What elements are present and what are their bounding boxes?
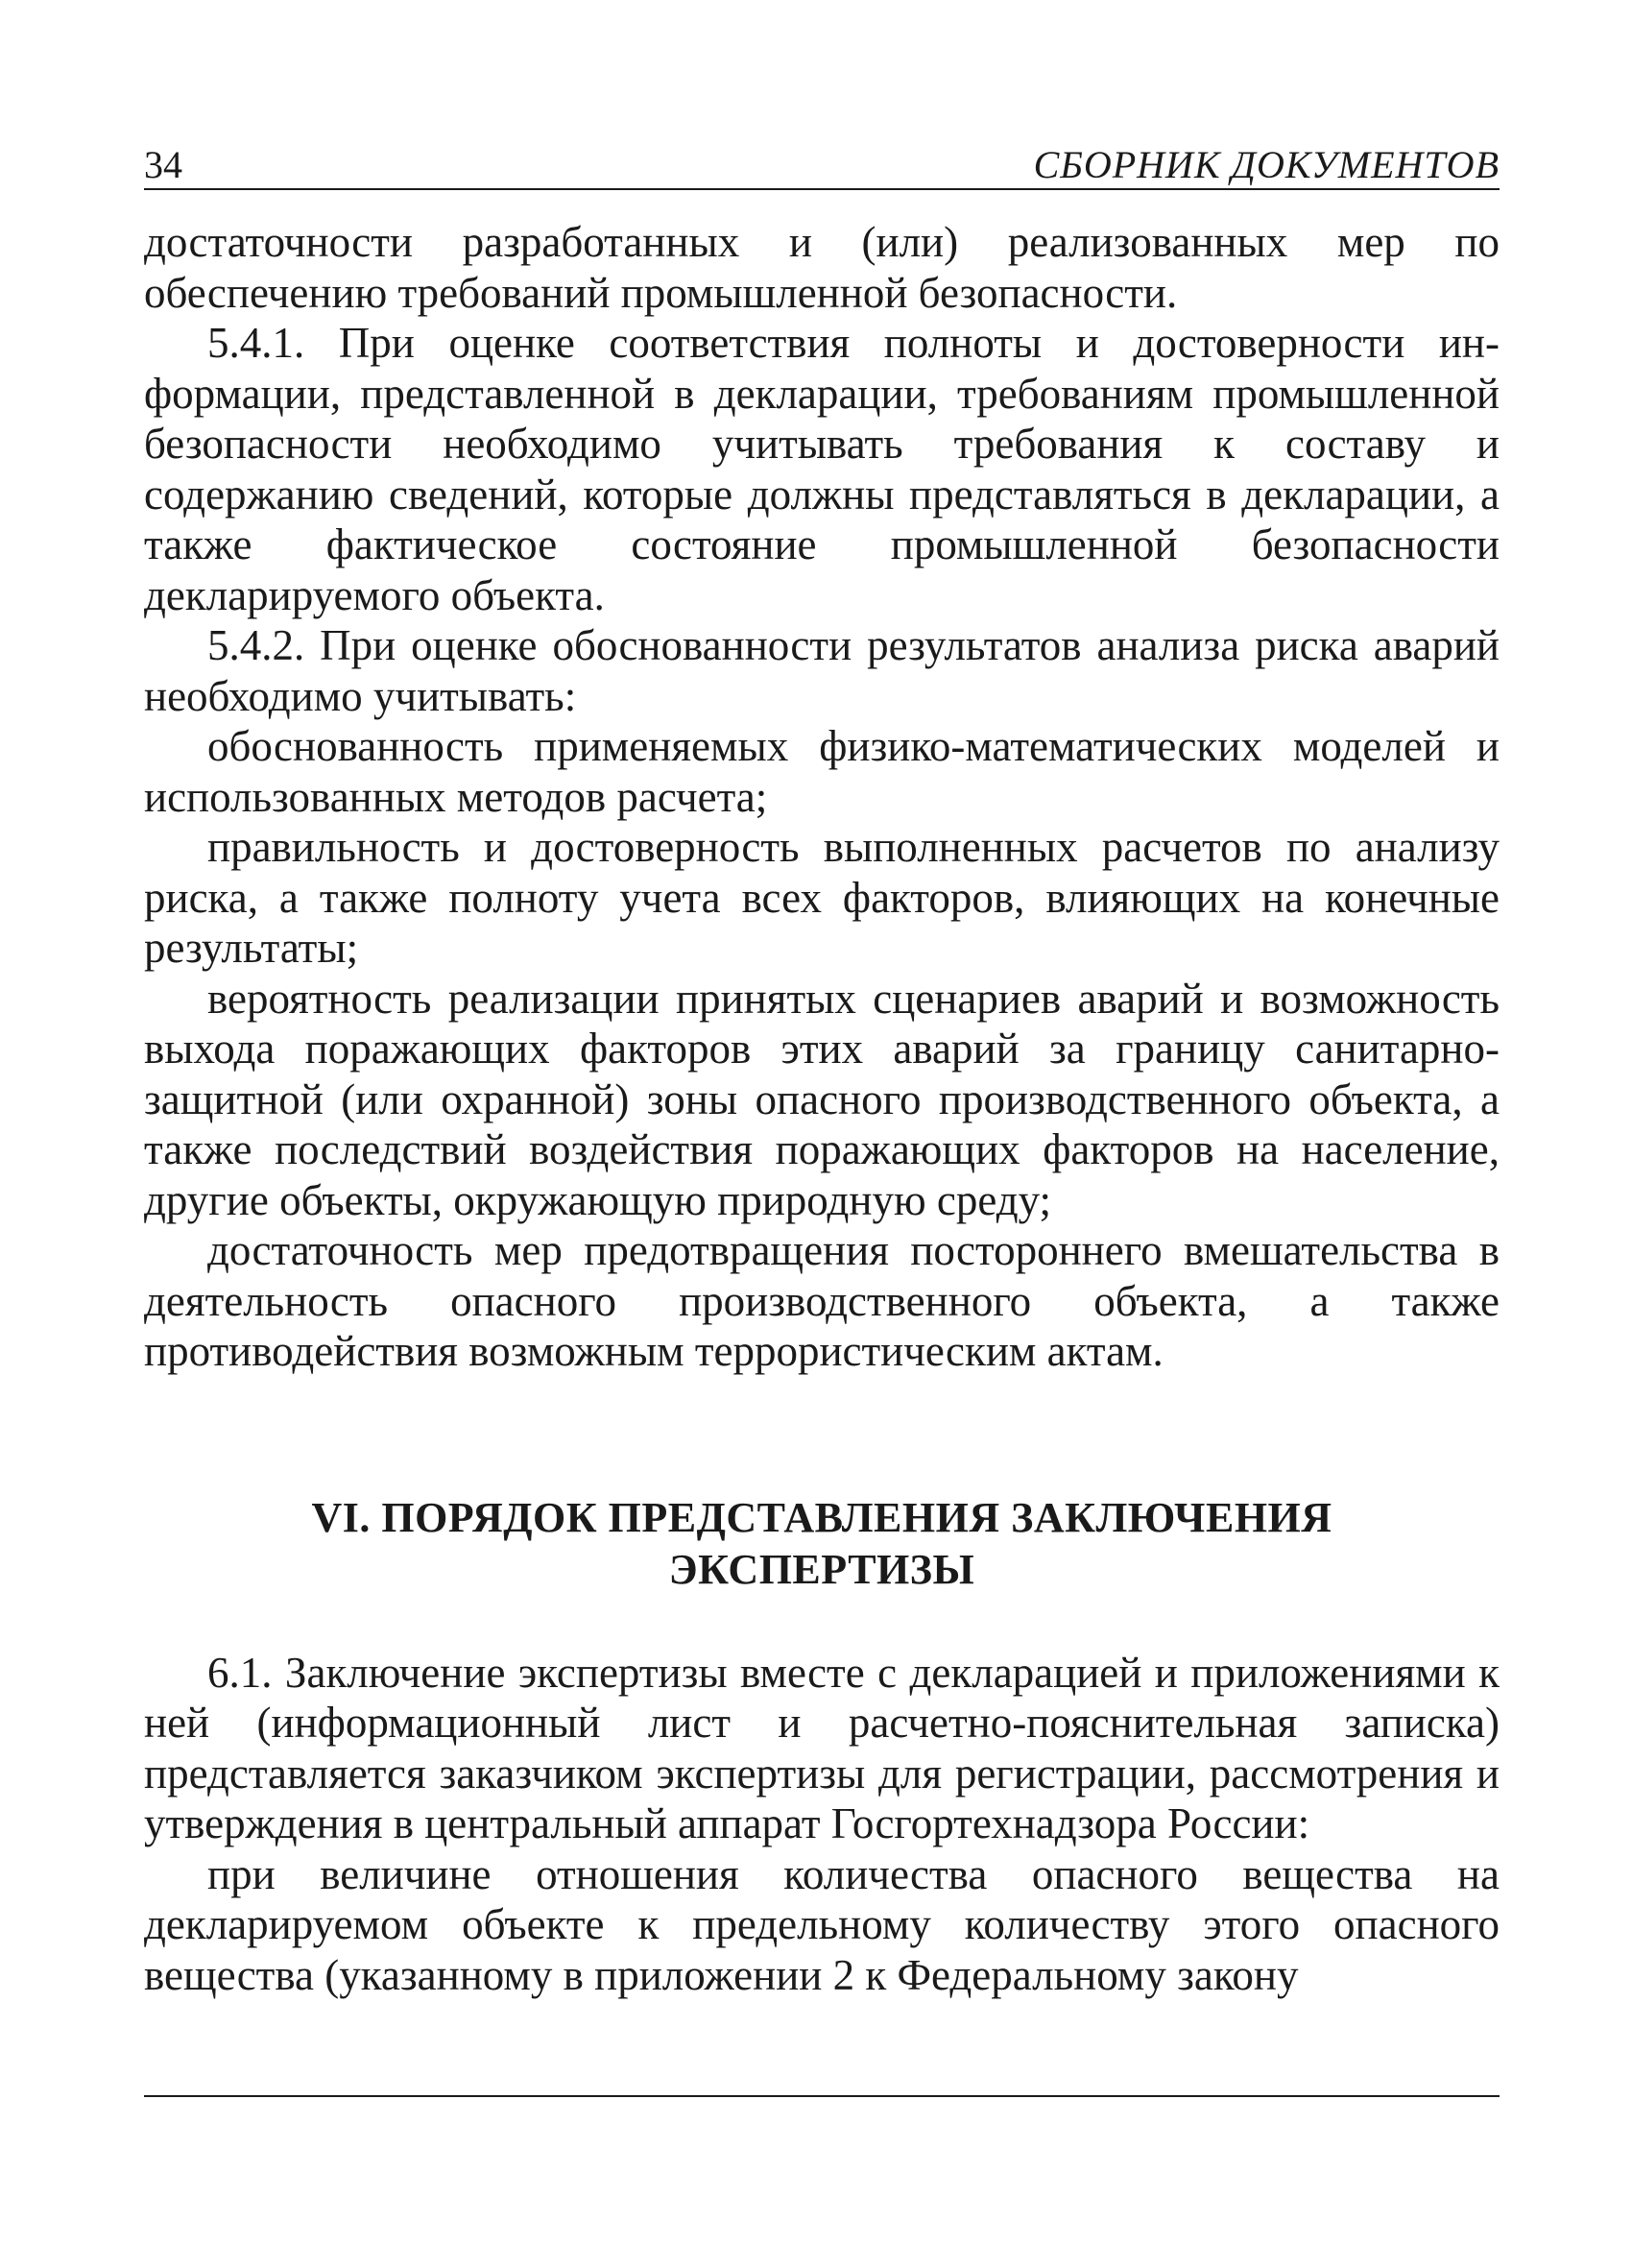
paragraph-5-4-2: 5.4.2. При оценке обоснованности результатов анализа риска аварий необходимо учитывать: [144, 621, 1500, 720]
paragraph-5-4-1: 5.4.1. При оценке соответствия полноты и достоверности информации, представленной в декларации, требованиям промышленной безопасности необходимо учитывать требования к составу и содержанию сведений, которые должны представляться в декларации, а также фактическое состояние промышленной безопасности декларируемого объекта. [144, 319, 1500, 619]
list-item-interference: достаточность мер предотвращения постороннего вмешательства в деятельность опасного производственного объекта, а также противодействия возможным террористическим актам. [144, 1226, 1500, 1375]
footer-rule [144, 2095, 1500, 2097]
list-item-models: обоснованность применяемых физико-математических моделей и использованных методов расчета; [144, 722, 1500, 821]
body-text-bottom [144, 1648, 1500, 2001]
paragraph-6-1: 6.1. Заключение экспертизы вместе с декларацией и приложениями к ней (информационный лист и расчетно-пояснительная записка) представляется заказчиком экспертизы для регистрации, рассмотрения и утверждения в центральный аппарат Госгортехнадзора России: [144, 1648, 1500, 1847]
paragraph-continuation: достаточности разработанных и (или) реализованных мер по обеспечению требований промышленной безопасности. [144, 218, 1500, 317]
list-item-quantity: при величине отношения количества опасного вещества на декларируемом объекте к предельному количеству этого опасного вещества (указанному в приложении 2 к Федеральному закону [144, 1849, 1500, 1999]
section-heading [144, 1492, 1500, 1596]
section-heading-line-1: VI. ПОРЯДОК ПРЕДСТАВЛЕНИЯ ЗАКЛЮЧЕНИЯ [311, 1493, 1332, 1541]
section-heading-line-2: ЭКСПЕРТИЗЫ [668, 1545, 975, 1593]
list-item-probability: вероятность реализации принятых сценариев аварий и возможность выхода поражающих факторов этих аварий за границу санитарно-защитной (или охранной) зоны опасного производственного объекта, а также последствий воздействия поражающих факторов на население, другие объекты, окружающую природную среду; [144, 974, 1500, 1224]
document-page [144, 134, 1500, 2000]
page-number: 34 [144, 143, 182, 186]
running-header [144, 134, 1500, 190]
body-text-top [144, 217, 1500, 1377]
collection-title: СБОРНИК ДОКУМЕНТОВ [1033, 143, 1500, 186]
list-item-calculations: правильность и достоверность выполненных расчетов по анализу риска, а также полноту учета всех факторов, влияющих на конечные результаты; [144, 823, 1500, 972]
